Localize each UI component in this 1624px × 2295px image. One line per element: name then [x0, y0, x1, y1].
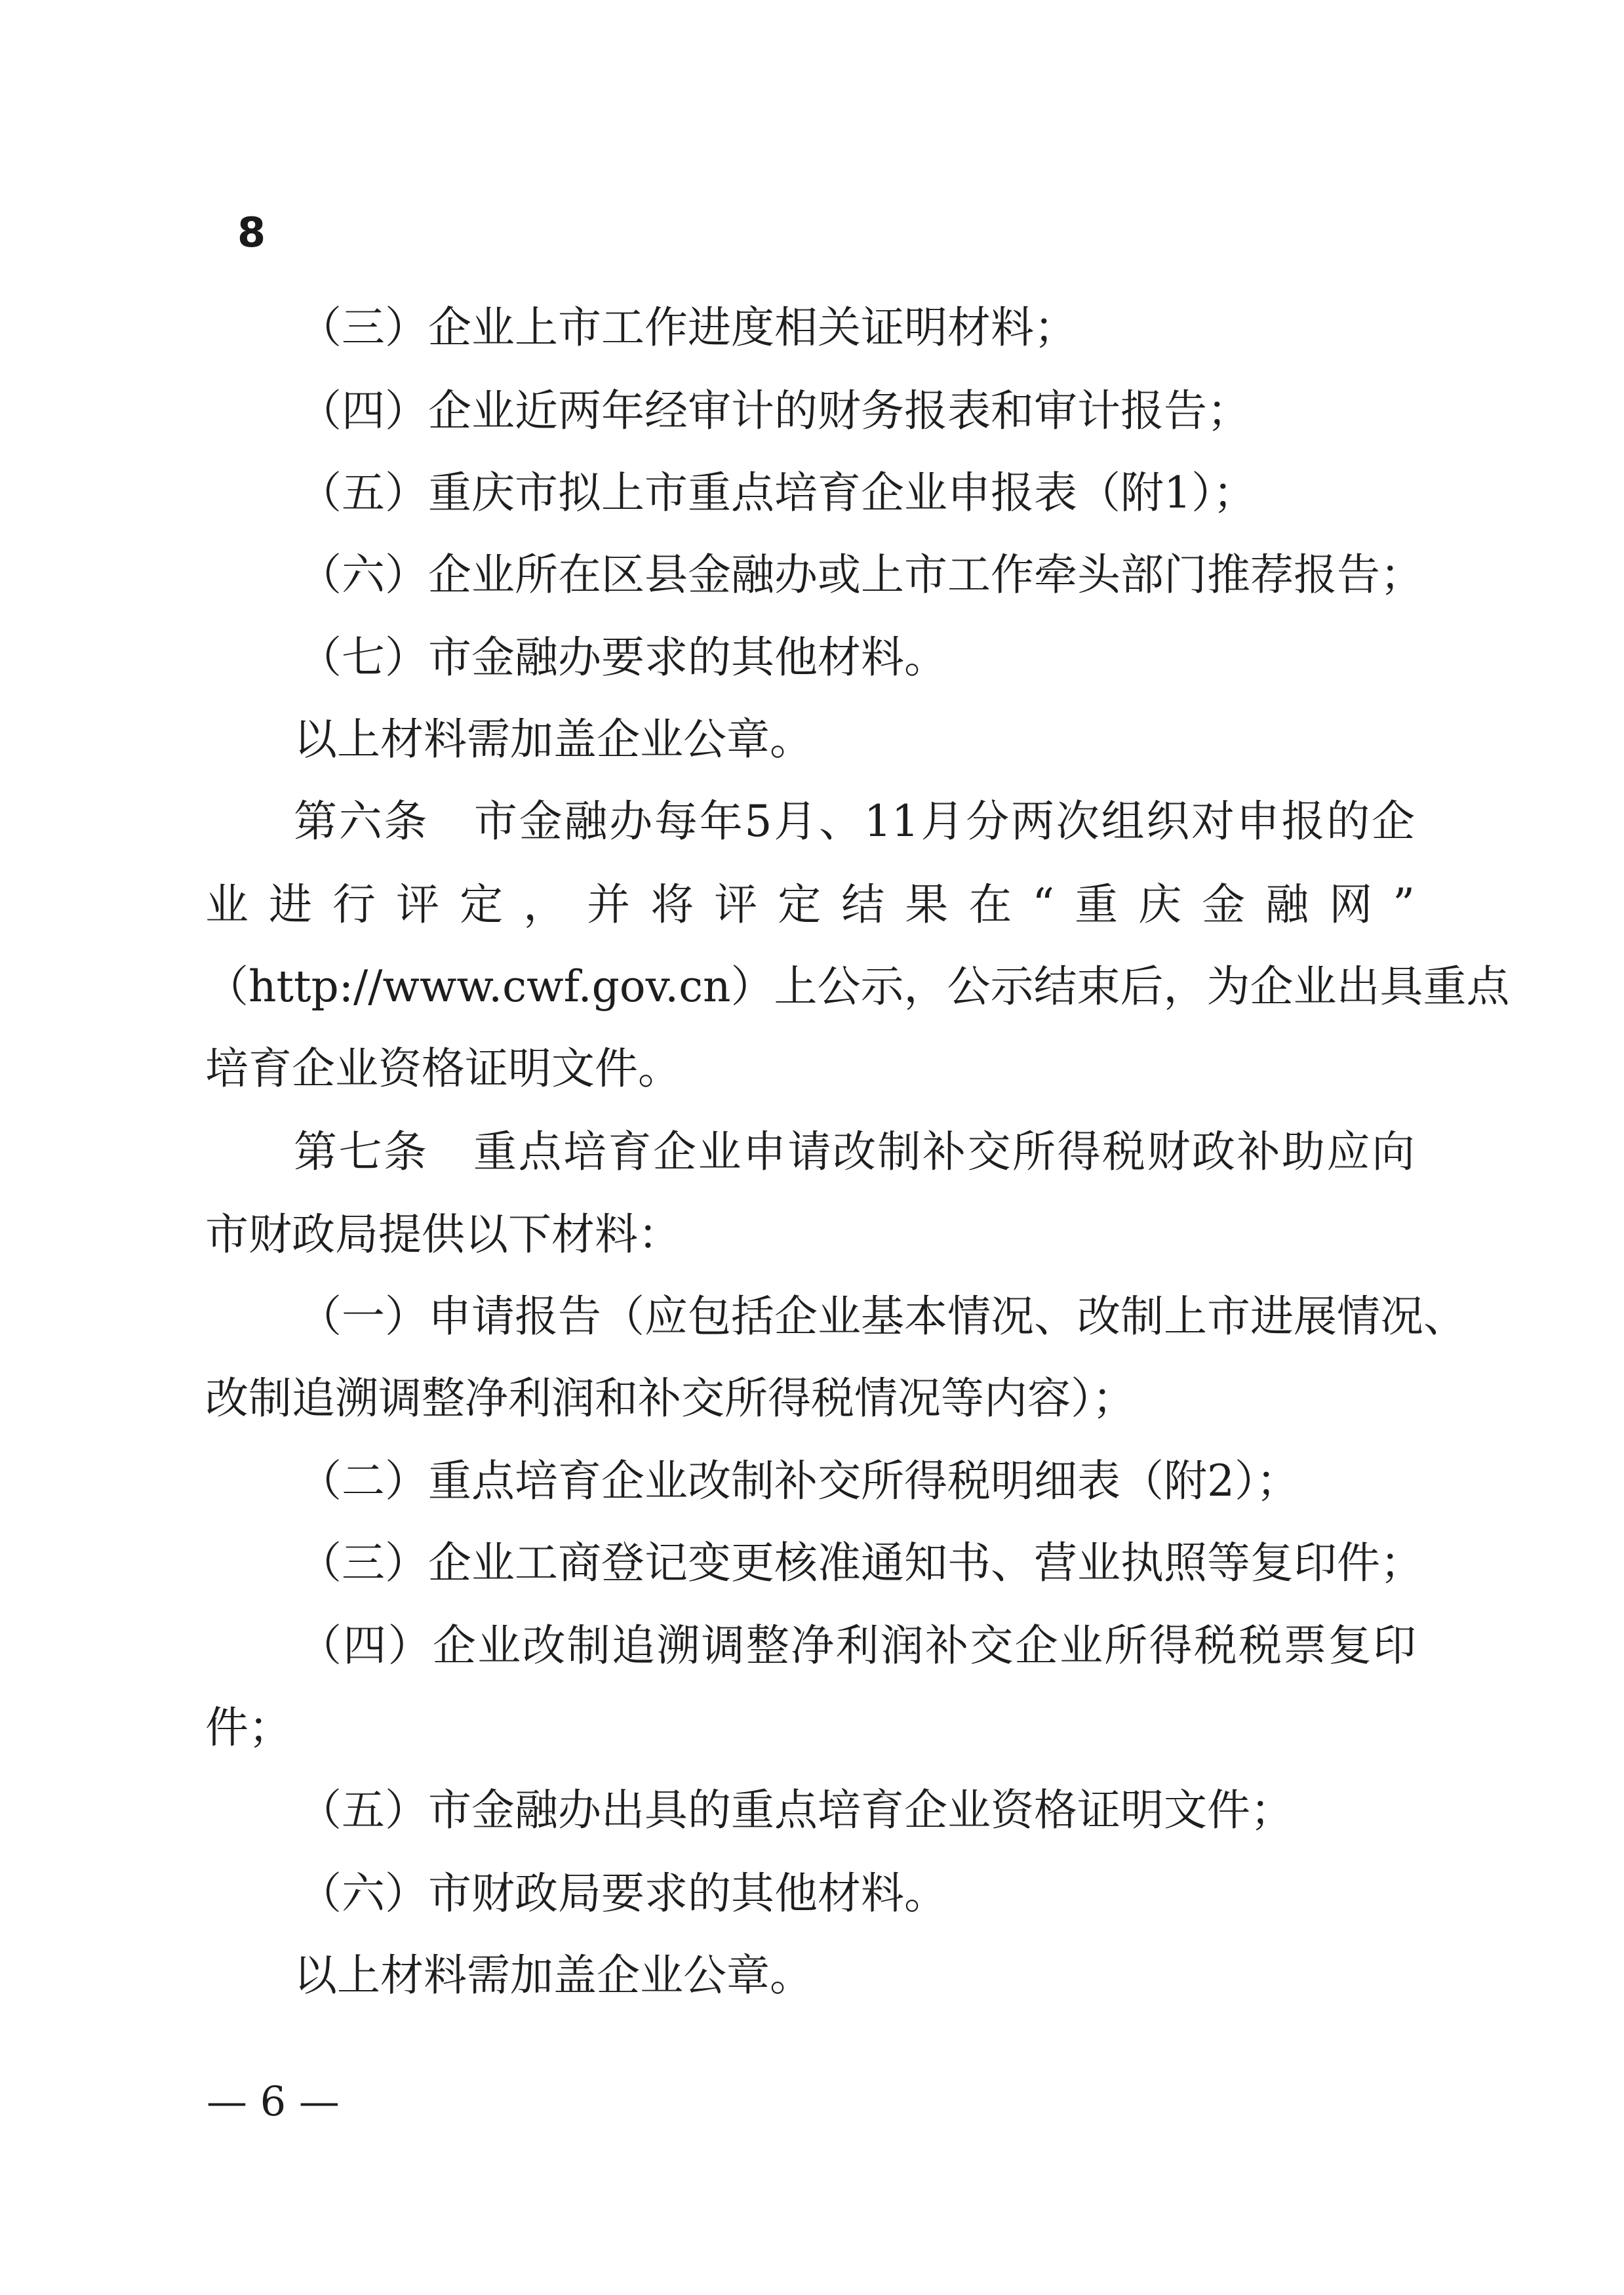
page-number: — 6 —	[207, 2077, 340, 2125]
list-item: （六）企业所在区县金融办或上市工作牵头部门推荐报告；	[298, 549, 1423, 600]
list-item: （五）市金融办出具的重点培育企业资格证明文件；	[298, 1785, 1294, 1835]
list-item: （三）企业上市工作进度相关证明材料；	[298, 302, 1077, 353]
corner-mark: 8	[237, 209, 266, 256]
list-item: （二）重点培育企业改制补交所得税明细表（附2）；	[298, 1456, 1299, 1506]
list-item: （三）企业工商登记变更核准通知书、营业执照等复印件；	[298, 1538, 1423, 1588]
paragraph-line: 件；	[205, 1702, 292, 1753]
list-item: （四）企业改制追溯调整净利润补交企业所得税税票复印	[298, 1620, 1416, 1671]
list-item: （四）企业近两年经审计的财务报表和审计报告；	[298, 386, 1250, 436]
list-item: （七）市金融办要求的其他材料。	[298, 632, 947, 683]
paragraph-line: 业进行评定，并将评定结果在“重庆金融网”	[205, 879, 1415, 930]
list-item: （一）申请报告（应包括企业基本情况、改制上市进展情况、	[298, 1291, 1467, 1342]
paragraph-line: 改制追溯调整净利润和补交所得税情况等内容）；	[205, 1373, 1136, 1424]
list-item: （六）市财政局要求的其他材料。	[298, 1868, 947, 1919]
paragraph-line: 以上材料需加盖企业公章。	[294, 1950, 813, 2001]
paragraph-line: 培育企业资格证明文件。	[205, 1043, 681, 1094]
list-item: （五）重庆市拟上市重点培育企业申报表（附1）；	[298, 468, 1256, 518]
paragraph-line: 市财政局提供以下材料：	[205, 1209, 681, 1260]
paragraph-line: 第六条 市金融办每年5月、11月分两次组织对申报的企	[294, 796, 1415, 847]
paragraph-line: 第七条 重点培育企业申请改制补交所得税财政补助应向	[294, 1127, 1415, 1177]
paragraph-line: （http://www.cwf.gov.cn）上公示，公示结束后，为企业出具重点	[205, 961, 1510, 1012]
paragraph-line: 以上材料需加盖企业公章。	[294, 714, 813, 765]
